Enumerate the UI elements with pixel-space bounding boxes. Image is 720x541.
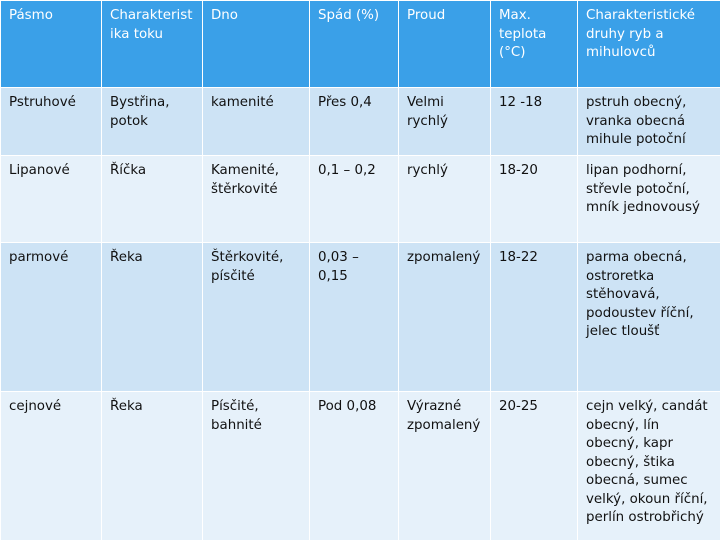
cell-fish-species: parma obecná, ostroretka stěhovavá, podoustev říční, jelec tloušť <box>578 243 720 392</box>
header-gradient: Spád (%) <box>310 1 399 88</box>
cell-gradient: Pod 0,08 <box>310 392 399 541</box>
cell-bed: Písčité, bahnité <box>203 392 310 541</box>
cell-max-temperature: 18-22 <box>491 243 578 392</box>
header-max-temperature: Max. teplota (°C) <box>491 1 578 88</box>
table-row <box>1 392 720 541</box>
header-row <box>1 1 720 88</box>
cell-zone: Lipanové <box>1 156 102 243</box>
table-row <box>1 156 720 243</box>
table-row <box>1 243 720 392</box>
table-row <box>1 88 720 156</box>
cell-current: rychlý <box>399 156 491 243</box>
cell-stream-character: Řeka <box>102 392 203 541</box>
cell-zone: cejnové <box>1 392 102 541</box>
cell-bed: Kamenité, štěrkovité <box>203 156 310 243</box>
cell-current: zpomalený <box>399 243 491 392</box>
cell-max-temperature: 12 -18 <box>491 88 578 156</box>
cell-stream-character: Bystřina, potok <box>102 88 203 156</box>
header-zone: Pásmo <box>1 1 102 88</box>
cell-current: Velmi rychlý <box>399 88 491 156</box>
cell-bed: kamenité <box>203 88 310 156</box>
cell-fish-species: cejn velký, candát obecný, lín obecný, kapr obecný, štika obecná, sumec velký, okoun říční, perlín ostrobřichý <box>578 392 720 541</box>
header-current: Proud <box>399 1 491 88</box>
cell-gradient: 0,03 – 0,15 <box>310 243 399 392</box>
cell-gradient: Přes 0,4 <box>310 88 399 156</box>
header-fish-species: Charakteristické druhy ryb a mihulovců <box>578 1 720 88</box>
header-stream-character: Charakteristika toku <box>102 1 203 88</box>
cell-fish-species: lipan podhorní, střevle potoční, mník jednovousý <box>578 156 720 243</box>
cell-stream-character: Říčka <box>102 156 203 243</box>
cell-current: Výrazné zpomalený <box>399 392 491 541</box>
cell-max-temperature: 18-20 <box>491 156 578 243</box>
header-bed: Dno <box>203 1 310 88</box>
cell-zone: parmové <box>1 243 102 392</box>
cell-stream-character: Řeka <box>102 243 203 392</box>
cell-gradient: 0,1 – 0,2 <box>310 156 399 243</box>
cell-zone: Pstruhové <box>1 88 102 156</box>
cell-max-temperature: 20-25 <box>491 392 578 541</box>
cell-bed: Štěrkovité, písčité <box>203 243 310 392</box>
cell-fish-species: pstruh obecný, vranka obecná mihule potoční <box>578 88 720 156</box>
